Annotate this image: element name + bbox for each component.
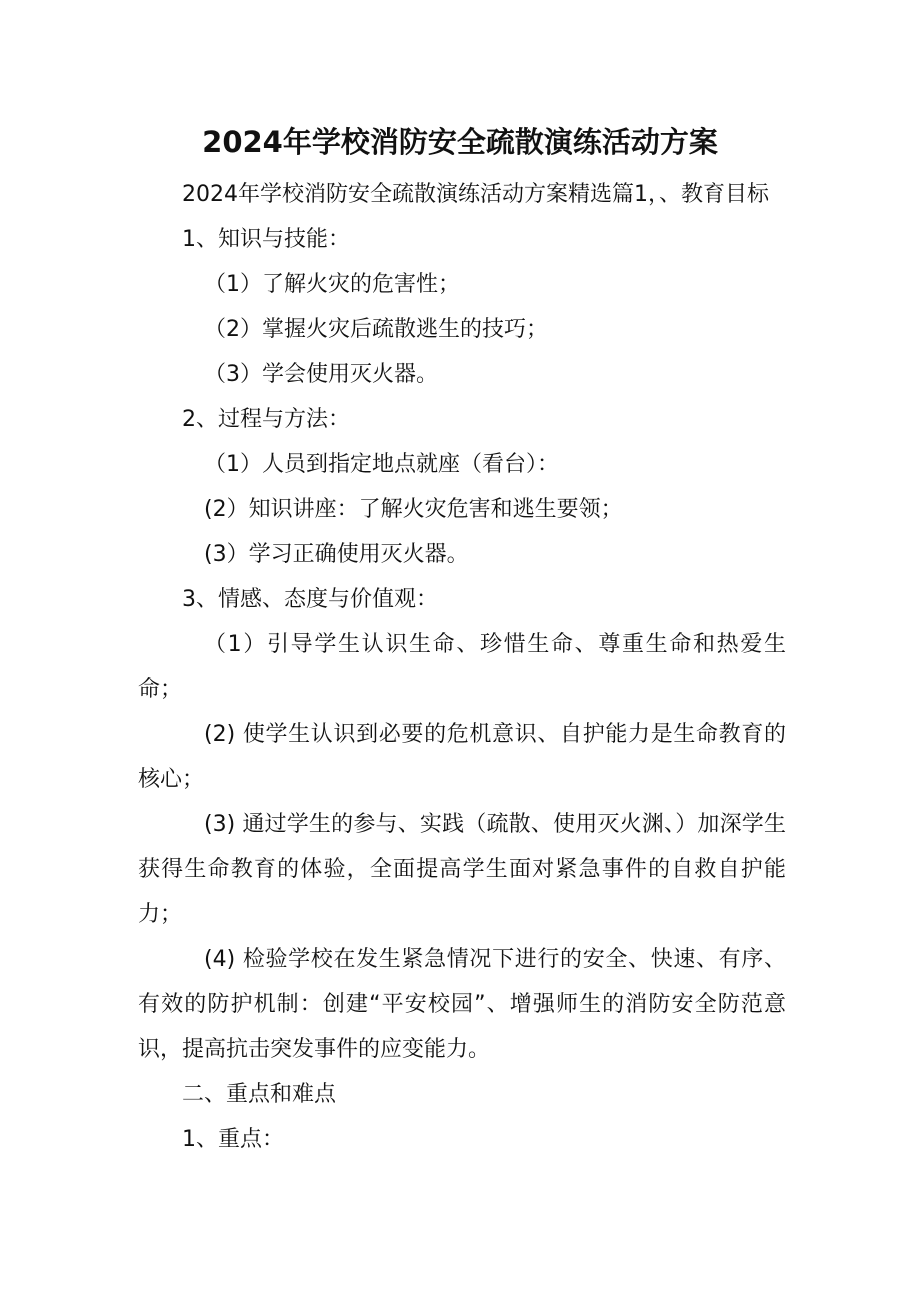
list-item-process-3: (3）学习正确使用灭火器。 — [204, 542, 469, 567]
section-heading-knowledge-skills: 1、知识与技能： — [182, 227, 350, 252]
list-item-emotion-4: (4) 检验学校在发生紧急情况下进行的安全、快速、有序、有效的防护机制：创建“平安校园”、增强师生的消防安全防范意识，提高抗击突发事件的应变能力。 — [138, 947, 786, 1062]
section-heading-process-method: 2、过程与方法： — [182, 407, 350, 432]
list-item-knowledge-3: （3）学会使用灭火器。 — [204, 362, 438, 387]
list-item-emotion-2: (2) 使学生认识到必要的危机意识、自护能力是生命教育的核心； — [138, 722, 786, 792]
document-title: 2024年学校消防安全疏散演练活动方案 — [202, 125, 718, 159]
list-item-knowledge-1: （1）了解火灾的危害性； — [204, 272, 460, 297]
paragraph-intro: 2024年学校消防安全疏散演练活动方案精选篇1，、教育目标 — [182, 182, 769, 207]
section-heading-key-points: 1、重点： — [182, 1127, 284, 1152]
list-item-process-1: （1）人员到指定地点就座（看台）： — [204, 452, 559, 477]
section-heading-key-difficult: 二、重点和难点 — [182, 1082, 337, 1107]
list-item-emotion-1: （1）引导学生认识生命、珍惜生命、尊重生命和热爱生命； — [138, 632, 786, 702]
list-item-knowledge-2: （2）掌握火灾后疏散逃生的技巧； — [204, 317, 548, 342]
list-item-emotion-3: (3) 通过学生的参与、实践（疏散、使用灭火渊、）加深学生获得生命教育的体验，全面提高学生面对紧急事件的自救自护能力； — [138, 812, 786, 927]
document-body — [138, 172, 786, 1162]
list-item-process-2: (2）知识讲座：了解火灾危害和逃生要领； — [204, 497, 623, 522]
section-heading-emotion-values: 3、情感、态度与价值观： — [182, 587, 438, 612]
